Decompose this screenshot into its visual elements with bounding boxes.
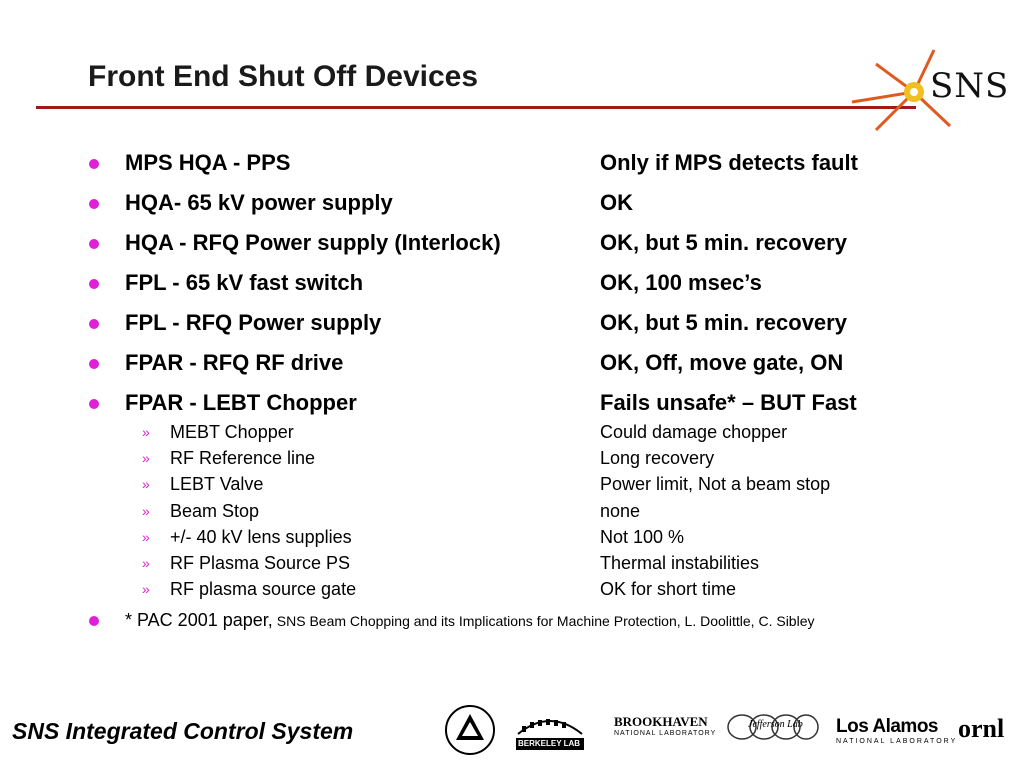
item-status: Only if MPS detects fault [600,150,858,175]
item-status: OK, but 5 min. recovery [600,310,847,335]
item-status: OK [600,190,633,215]
brookhaven-logo [614,714,716,737]
sub-item-label: RF plasma source gate [170,579,357,600]
item-status: OK, 100 msec’s [600,270,762,295]
sns-logo-text: SNS [930,66,1010,106]
item-label: FPL - 65 kV fast switch [125,270,364,295]
item-status: OK, Off, move gate, ON [600,350,844,375]
footer-title: SNS Integrated Control System [12,718,354,744]
item-status: Fails unsafe* – BUT Fast [600,390,857,415]
item-label: HQA- 65 kV power supply [125,190,393,215]
ornl-logo [958,714,1004,744]
title-divider [36,106,916,109]
sub-item-label: Beam Stop [170,500,260,521]
sub-bullet-icon: » [142,502,150,519]
sub-item-label: +/- 40 kV lens supplies [170,526,352,547]
bullet-dot-icon [89,399,99,409]
losalamos-logo-title: Los Alamos [836,716,938,737]
berkeley-logo [514,704,586,757]
sub-bullet-icon: » [142,581,150,598]
slide-title: Front End Shut Off Devices [88,60,479,93]
sub-item-status: Long recovery [600,448,715,469]
item-label: MPS HQA - PPS [125,150,291,175]
sub-bullet-icon: » [142,528,150,545]
sub-item-status: OK for short time [600,579,737,600]
bullet-dot-icon [89,199,99,209]
footnote-text [125,610,814,631]
losalamos-logo [836,716,957,745]
brookhaven-logo-subtitle: NATIONAL LABORATORY [614,730,717,737]
bullet-dot-icon [89,239,99,249]
sub-bullet-icon: » [142,450,150,467]
sub-item-label: LEBT Valve [170,474,264,495]
sub-bullet-icon: » [142,555,150,571]
bullet-dot-icon [89,359,99,369]
sub-item-status: Not 100 % [600,526,685,547]
argonne-logo [444,704,496,761]
sub-item-label: RF Plasma Source PS [170,553,351,573]
sub-bullet-icon: » [142,424,150,440]
bullet-dot-icon [89,279,99,289]
item-label: HQA - RFQ Power supply (Interlock) [125,230,501,255]
sub-item-label: MEBT Chopper [170,422,294,442]
item-label: FPAR - RFQ RF drive [125,350,344,375]
sub-item-status: Could damage chopper [600,422,788,442]
berkeley-logo-text: BERKELEY LAB [518,739,581,748]
ornl-logo-text: ornl [958,714,1005,743]
brookhaven-logo-title: BROOKHAVEN [614,714,708,729]
losalamos-logo-subtitle: NATIONAL LABORATORY [836,738,958,745]
sub-item-status: none [600,500,641,521]
sub-item-status: Power limit, Not a beam stop [600,474,831,495]
bullet-dot-icon [89,616,99,626]
bullet-dot-icon [89,159,99,169]
item-label: FPAR - LEBT Chopper [125,390,357,415]
argonne-seal-icon [444,704,496,756]
sub-item-status: Thermal instabilities [600,553,760,573]
sub-bullet-icon: » [142,476,150,493]
item-status: OK, but 5 min. recovery [600,230,847,255]
sub-item-label: RF Reference line [170,448,316,469]
jefferson-logo-text: Jefferson Lab [748,719,803,730]
bullet-dot-icon [89,319,99,329]
item-label: FPL - RFQ Power supply [125,310,382,335]
footnote-prefix: * PAC 2001 paper, [125,610,273,630]
footnote-reference: SNS Beam Chopping and its Implications for Machine Protection, L. Doolittle, C. Sibley [276,613,815,629]
jefferson-logo [722,710,822,749]
